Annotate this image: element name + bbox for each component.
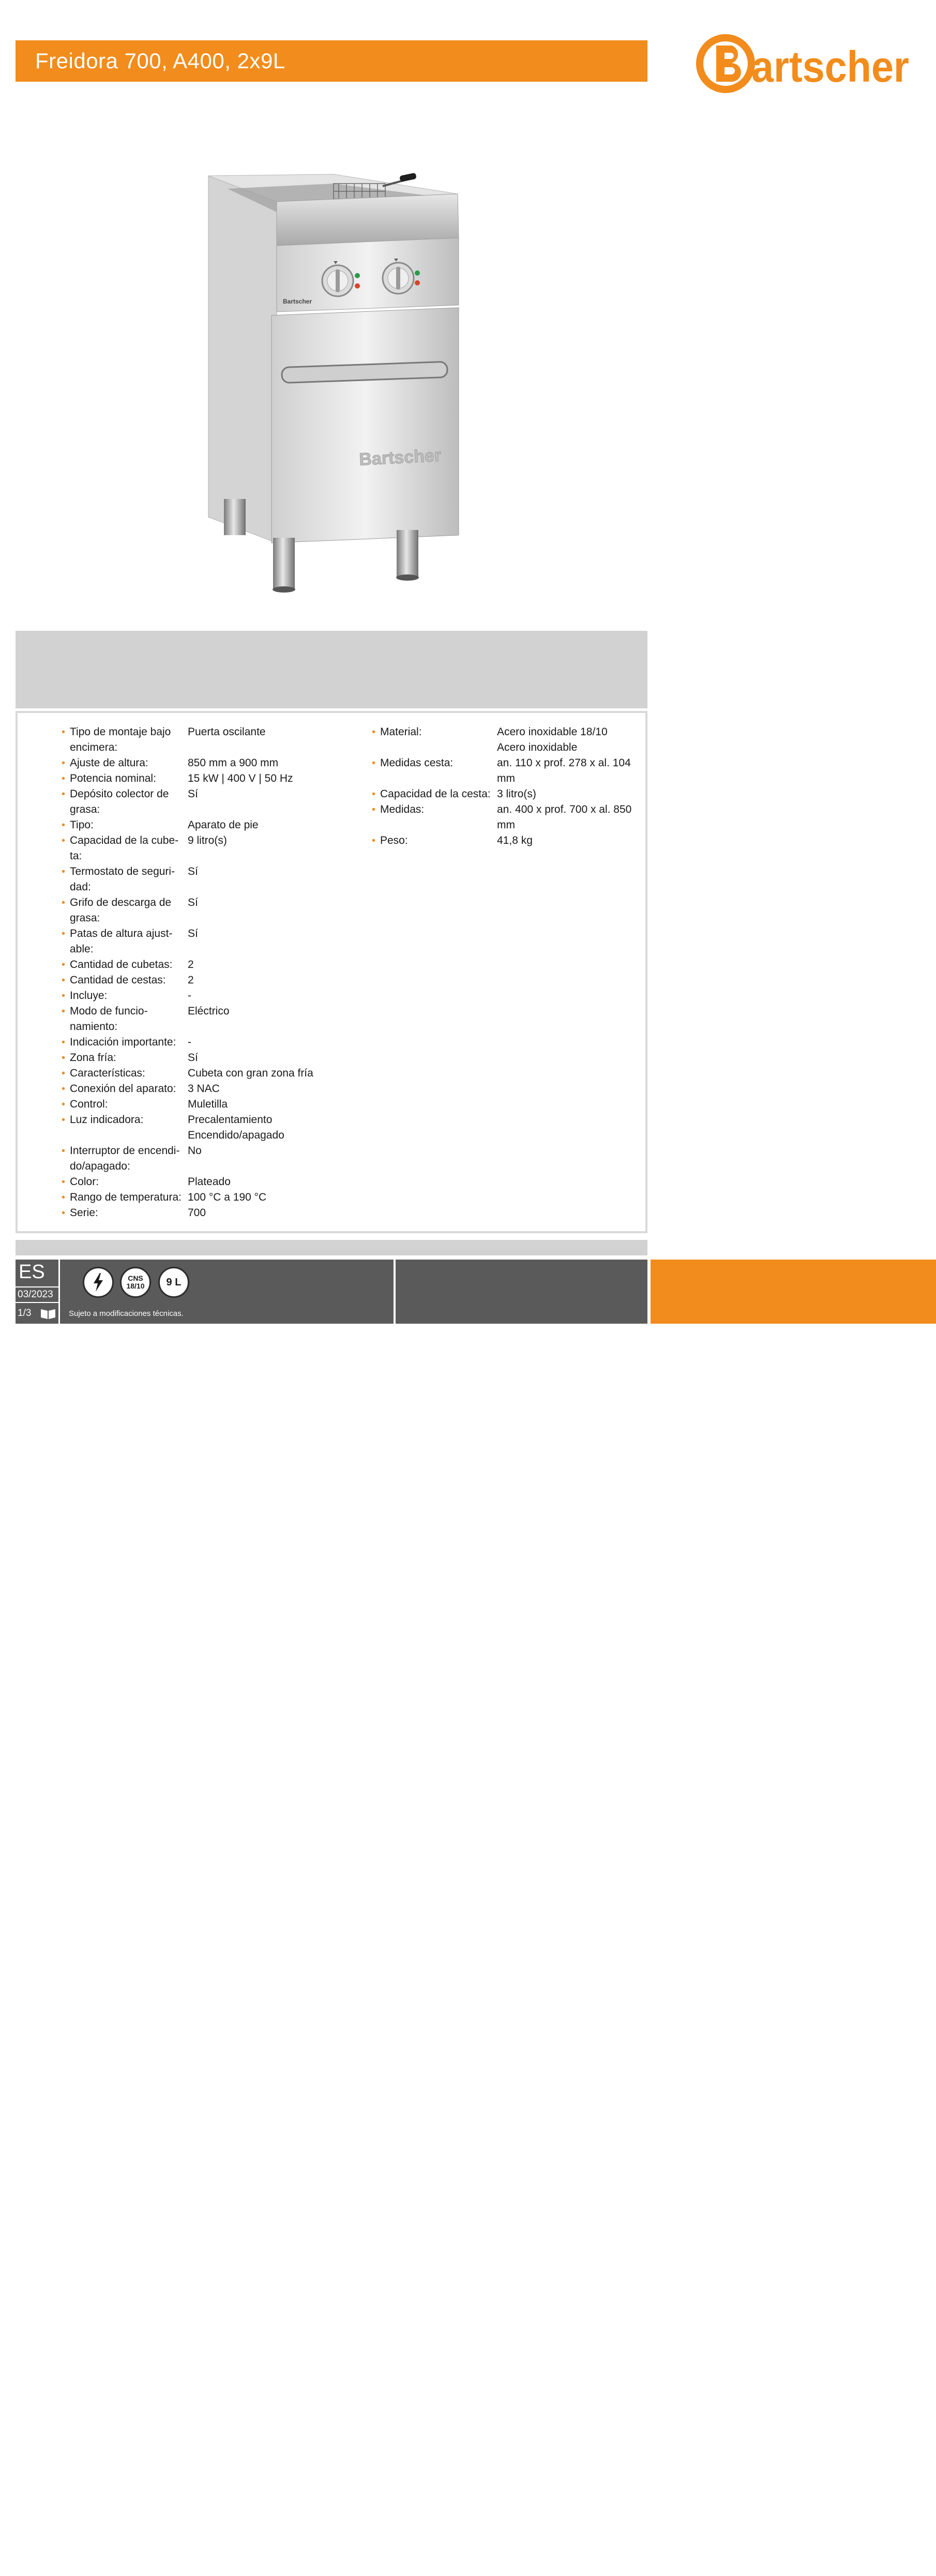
bullet-icon: • [62,789,66,800]
bullet-icon: • [62,1099,66,1110]
cns-badge-line2: 18/10 [126,1282,145,1290]
spec-label: Interruptor de encendi- do/apagado: [70,1145,180,1172]
spec-value: 700 [188,1207,206,1219]
book-icon [40,1308,56,1320]
bullet-icon: • [372,757,376,769]
spec-value: Sí [188,928,198,940]
spec-value: 15 kW | 400 V | 50 Hz [188,772,293,784]
bullet-icon: • [62,866,66,877]
spec-row [62,1081,351,1097]
spec-row [62,771,351,786]
spec-label: Rango de temperatura: [70,1191,182,1203]
spec-label: Indicación importante: [70,1036,176,1048]
spec-value: 3 litro(s) [497,788,536,800]
product-code: 286925 [811,2526,901,2555]
spec-row [372,802,651,833]
spec-row [372,833,651,848]
bullet-icon: • [62,820,66,831]
spec-value: 850 mm a 900 mm [188,757,279,769]
spec-label: Control: [70,1098,108,1110]
spec-row [62,786,351,817]
document-date: 03/2023 [16,1286,58,1303]
spec-row [372,724,651,755]
description-band [16,631,647,708]
spec-value: No [188,1145,202,1157]
code-label: Código: [743,2534,805,2553]
spec-row [62,1143,351,1174]
bullet-icon: • [62,1114,66,1126]
cns-badge [120,1267,151,1298]
spec-label: Zona fría: [70,1052,116,1064]
bullet-icon: • [62,757,66,769]
spec-value: - [188,1036,191,1048]
spec-label: Tipo: [70,819,94,831]
spec-value: 9 litro(s) [188,835,227,846]
spec-column-left [62,724,351,1221]
bullet-icon: • [62,1176,66,1188]
spec-value: an. 400 x prof. 700 x al. 850 mm [497,804,632,831]
spec-row [62,1205,351,1221]
spec-label: Capacidad de la cube- ta: [70,835,179,862]
spec-row [62,988,351,1004]
spec-row [62,833,351,864]
spec-label: Capacidad de la cesta: [380,788,491,800]
bullet-icon: • [372,789,376,800]
spec-value: 100 °C a 190 °C [188,1191,267,1203]
bullet-icon: • [62,1083,66,1095]
bullet-icon: • [62,1052,66,1064]
spec-label: Material: [380,726,422,738]
spec-value: 3 NAC [188,1083,220,1095]
spec-value: an. 110 x prof. 278 x al. 104 mm [497,757,631,784]
spec-row [62,1004,351,1035]
product-photo-fryer [204,168,494,597]
spec-label: Características: [70,1067,145,1079]
spec-label: Tipo de montaje bajo encimera: [70,726,171,753]
page-title: Freidora 700, A400, 2x9L [16,40,647,82]
spec-label: Conexión del aparato: [70,1083,176,1095]
bullet-icon: • [62,1068,66,1079]
code-row [744,2525,901,2555]
spec-row [62,864,351,895]
spec-label: Medidas: [380,804,425,815]
spec-label: Ajuste de altura: [70,757,148,769]
spec-row [62,817,351,833]
spec-row [372,755,651,786]
bullet-icon: • [372,835,376,846]
cns-badge-line1: CNS [128,1274,143,1282]
brand-wordmark: artscher [751,42,909,91]
spec-value: 2 [188,959,194,971]
door-brand-label: Bartscher [358,445,442,469]
spec-value: Cubeta con gran zona fría [188,1067,313,1079]
bullet-icon: • [372,726,376,738]
spec-value: Puerta oscilante [188,726,266,738]
bullet-icon: • [62,990,66,1002]
language-box [16,1260,60,1324]
spec-row [62,1050,351,1066]
spec-row [62,1035,351,1050]
spec-value: - [188,990,191,1002]
spec-label: Peso: [380,835,408,846]
spec-row [62,957,351,973]
spec-row [62,926,351,957]
spec-value: Sí [188,866,198,877]
lightning-icon [90,1272,106,1293]
spec-value: Sí [188,1052,198,1064]
gtin-number: GTIN 4015613486222 [788,2563,901,2575]
spec-label: Termostato de seguri- dad: [70,866,175,893]
spec-label: Luz indicadora: [70,1114,144,1126]
spec-row [62,1097,351,1112]
spec-value: Plateado [188,1176,231,1188]
spec-label: Cantidad de cubetas: [70,959,173,971]
product-code-panel [651,1260,936,2575]
electric-badge [83,1267,114,1298]
spec-label: Potencia nominal: [70,772,156,784]
spec-value: 2 [188,974,194,986]
bullet-icon: • [62,726,66,738]
spec-row [62,973,351,988]
spec-row [62,1066,351,1081]
spec-label: Incluye: [70,990,108,1002]
spec-row [62,755,351,771]
disclaimer-text: Sujeto a modificaciones técnicas. [69,1309,184,1318]
bullet-icon: • [62,1006,66,1017]
spec-value: Sí [188,897,198,908]
bullet-icon: • [372,804,376,815]
bullet-icon: • [62,928,66,940]
spec-label: Depósito colector de grasa: [70,788,169,815]
spec-value: Precalentamiento Encendido/apagado [188,1114,284,1141]
language-code: ES [19,1261,45,1283]
bullet-icon: • [62,773,66,784]
spec-label: Grifo de descarga de grasa: [70,897,172,924]
spec-label: Color: [70,1176,99,1188]
spec-label: Patas de altura ajust- able: [70,928,173,955]
spec-label: Cantidad de cestas: [70,974,166,986]
spec-value: Muletilla [188,1098,228,1110]
spec-row [62,724,351,755]
footer-divider-band [16,1240,647,1255]
bullet-icon: • [62,835,66,846]
bullet-icon: • [62,959,66,971]
spec-value: 41,8 kg [497,835,533,846]
bullet-icon: • [62,1037,66,1048]
spec-label: Serie: [70,1207,98,1219]
spec-row [62,1112,351,1143]
footer-separator [394,1260,396,1324]
spec-label: Modo de funcio- namiento: [70,1005,148,1033]
spec-row [372,786,651,802]
spec-column-right [372,724,651,848]
page-number: 1/3 [18,1308,32,1319]
panel-brand-label: Bartscher [283,298,312,305]
spec-value: Sí [188,788,198,800]
bullet-icon: • [62,1145,66,1157]
litre-badge: 9 L [158,1267,189,1298]
bullet-icon: • [62,1192,66,1203]
specifications-box [16,711,647,1233]
spec-value: Aparato de pie [188,819,259,831]
bullet-icon: • [62,897,66,908]
bartscher-logo [696,30,913,97]
spec-value: Eléctrico [188,1005,230,1017]
spec-row [62,895,351,926]
spec-value: Acero inoxidable 18/10 Acero inoxidable [497,726,608,753]
spec-row [62,1190,351,1205]
spec-row [62,1174,351,1190]
bullet-icon: • [62,1207,66,1219]
spec-label: Medidas cesta: [380,757,454,769]
bullet-icon: • [62,975,66,986]
